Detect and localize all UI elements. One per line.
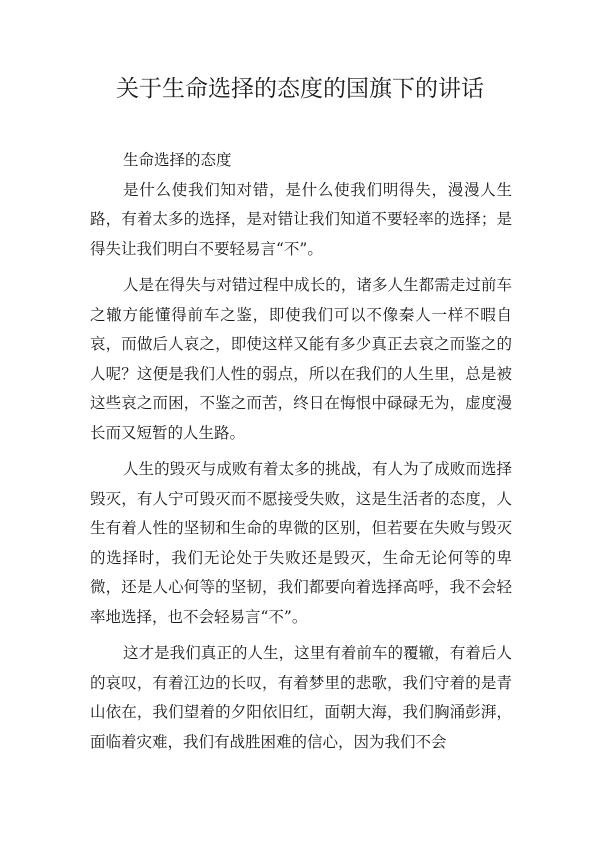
paragraph-4: 这才是我们真正的人生，这里有着前车的覆辙，有着后人的哀叹，有着江边的长叹，有着梦里的悲歌，我们守着的是青山依在，我们望着的夕阳依旧红，面朝大海，我们胸涌彭湃，面临着灾难，我们有战胜困难的信心，因为我们不会 [90, 644, 512, 751]
paragraph-3: 人生的毁灭与成败有着太多的挑战，有人为了成败而选择毁灭，有人宁可毁灭而不愿接受失败，这是生活者的态度，人生有着人性的坚韧和生命的卑微的区别，但若要在失败与毁灭的选择时，我们无论处于失败还是毁灭，生命无论何等的卑微，还是人心何等的坚韧，我们都要向着选择高呼，我不会轻率地选择，也不会轻易言“不”。 [90, 460, 512, 626]
section-subtitle: 生命选择的态度 [123, 151, 232, 169]
document-body [90, 146, 512, 764]
paragraph-1: 是什么使我们知对错，是什么使我们明得失，漫漫人生路，有着太多的选择，是对错让我们知道不要轻率的选择；是得失让我们明白不要轻易言“不”。 [90, 180, 512, 258]
paragraph-2: 人是在得失与对错过程中成长的，诸多人生都需走过前车之辙方能懂得前车之鉴，即使我们可以不像秦人一样不暇自哀，而做后人哀之，即使这样又能有多少真正去哀之而鉴之的人呢？这便是我们人性的弱点，所以在我们的人生里，总是被这些哀之而困，不鉴之而苦，终日在悔恨中碌碌无为，虚度漫长而又短暂的人生路。 [90, 276, 512, 442]
document-title: 关于生命选择的态度的国旗下的讲话 [116, 76, 484, 102]
